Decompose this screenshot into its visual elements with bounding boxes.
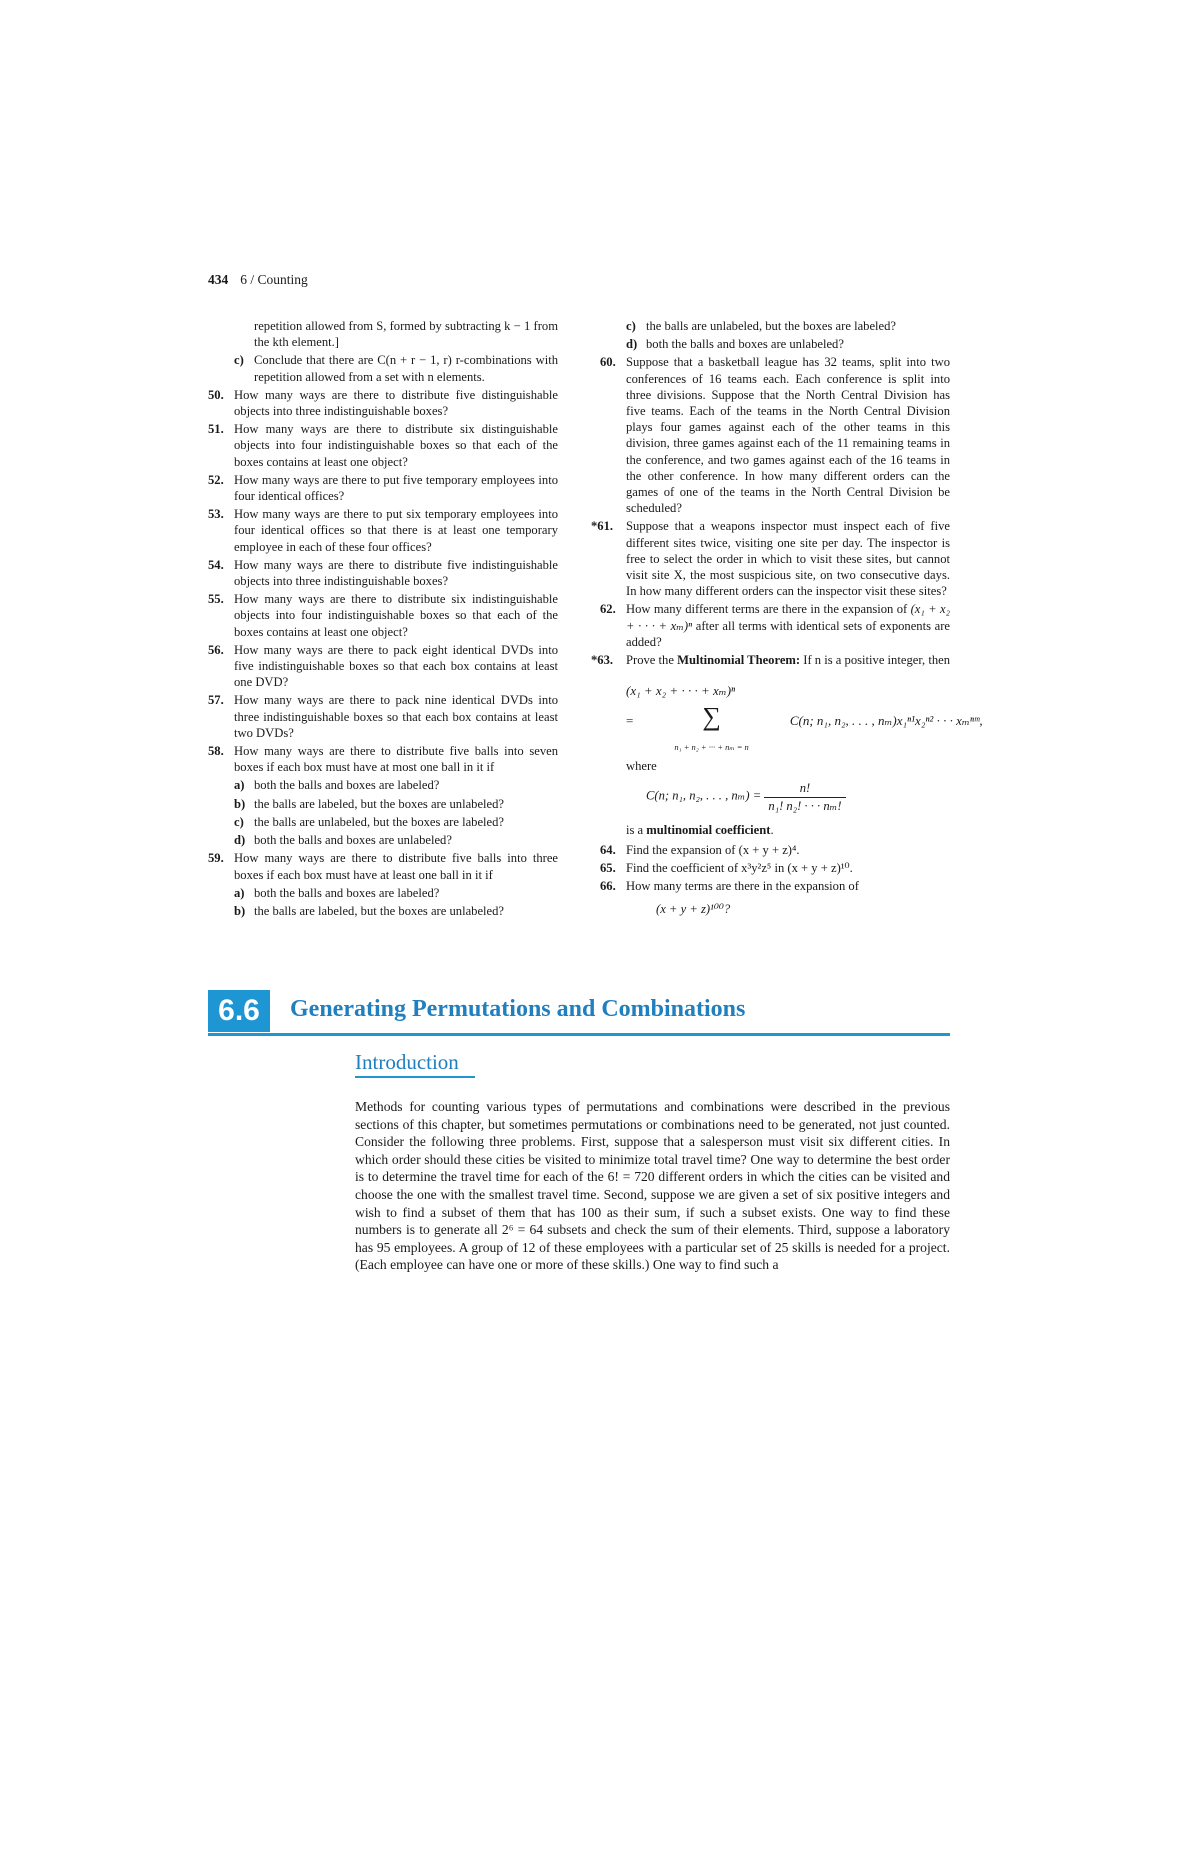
part-text: both the balls and boxes are unlabeled?: [646, 337, 844, 352]
right-column: [591, 318, 983, 917]
exercise-text: after all terms with identical sets of exponents are added?: [626, 618, 950, 649]
exercise-text: Find the expansion of (x + y + z)⁴.: [626, 843, 800, 858]
part-label: b): [234, 796, 246, 811]
part-label: d): [626, 337, 638, 352]
exercise-number: 64.: [600, 843, 616, 858]
part-label: c): [234, 353, 244, 368]
exercise-number: 66.: [600, 879, 616, 894]
exercise: [208, 743, 558, 775]
exercise-number: 52.: [208, 472, 224, 487]
exercise: [600, 601, 950, 650]
exercise-part: [208, 903, 558, 919]
exercise-text: How many different terms are there in the expansion of: [626, 602, 908, 617]
equals-sign: =: [626, 713, 634, 729]
running-head: 6 / Counting: [240, 272, 308, 287]
exercise-part: [208, 814, 558, 830]
multinomial-equation: [626, 678, 983, 753]
multinomial-note: [600, 822, 950, 838]
exercise-text: Find the coefficient of x³y²z⁵ in (x + y + z)¹⁰.: [626, 861, 853, 876]
exercise-part: [208, 796, 558, 812]
part-text: the balls are labeled, but the boxes are unlabeled?: [254, 903, 505, 918]
page-number: 434: [208, 272, 229, 287]
continuation-text: repetition allowed from S, formed by subtracting k − 1 from the kth element.]: [254, 319, 558, 350]
exercise-text: Prove the: [626, 653, 674, 668]
exercise-number: 58.: [208, 744, 224, 759]
exercise-number: *61.: [591, 519, 614, 534]
exercise-text: How many terms are there in the expansion of: [626, 879, 859, 894]
fraction: [764, 780, 845, 813]
exercise-text: How many ways are there to pack eight identical DVDs into five indistinguishable boxes so that each box contains at least one DVD?: [234, 642, 558, 690]
exercise-part: [600, 336, 950, 352]
exercise-number: 50.: [208, 387, 224, 402]
exercise: [208, 506, 558, 555]
part-text: the balls are labeled, but the boxes are unlabeled?: [254, 796, 505, 811]
left-column: [208, 318, 558, 921]
exercise-text: How many ways are there to distribute five distinguishable objects into three indistinguishable boxes?: [234, 387, 558, 419]
part-label: a): [234, 885, 245, 900]
equation-lhs: (x₁ + x₂ + · · · + xₘ)ⁿ: [626, 683, 736, 699]
where-text: where: [626, 759, 657, 774]
exercise-text: How many ways are there to distribute six indistinguishable objects into four indistinguishable boxes so that each of the boxes contains at least one object?: [234, 592, 558, 639]
exercise-number: 55.: [208, 592, 224, 607]
exercise-number: 59.: [208, 851, 224, 866]
exercise: [591, 518, 950, 599]
fraction-denominator: n₁! n₂! · · · nₘ!: [768, 798, 842, 813]
exercise-text: Suppose that a weapons inspector must inspect each of five different sites twice, visiting one site per day. The inspector is free to select the order in which to visit these sites, but cannot visit site X, the most suspicious site, on two consecutive days. In how many different orders can the inspector visit these sites?: [626, 519, 950, 599]
exercise-number: 54.: [208, 557, 224, 572]
note-text: is a: [626, 822, 644, 837]
section-number-badge: 6.6: [208, 990, 270, 1032]
subsection-title: Introduction: [355, 1050, 459, 1074]
exercise-number: 60.: [600, 355, 616, 370]
part-label: d): [234, 833, 246, 848]
part-text: both the balls and boxes are labeled?: [254, 885, 440, 900]
exercise: [208, 387, 558, 419]
exercise-number: 62.: [600, 602, 616, 617]
exercise-number: 57.: [208, 693, 224, 708]
exercise-text: How many ways are there to distribute five indistinguishable objects into three indistinguishable boxes?: [234, 557, 558, 589]
exercise-text: How many ways are there to distribute five balls into seven boxes if each box must have at most one ball in it if: [234, 744, 558, 775]
exercise-part: [208, 352, 558, 384]
exercise: [208, 472, 558, 504]
math-expression: (x₁ + x₂ + · · · + xₘ)ⁿ: [626, 602, 950, 633]
part-text: Conclude that there are C(n + r − 1, r) r-combinations with repetition allowed from a set with n elements.: [254, 353, 558, 384]
exercise: [208, 850, 558, 882]
exercise: [208, 557, 558, 589]
part-label: c): [626, 319, 636, 333]
part-text: both the balls and boxes are labeled?: [254, 778, 440, 793]
part-label: a): [234, 778, 245, 793]
exercise: [600, 354, 950, 516]
part-text: both the balls and boxes are unlabeled?: [254, 833, 452, 848]
subsection-rule: [355, 1076, 475, 1078]
page-header: [208, 272, 308, 288]
body-paragraph: Methods for counting various types of permutations and combinations were described in the previous sections of this chapter, but sometimes permutations or combinations need to be generated, not just counted. Consider the following three problems. First, suppose that a salesperson must visit six different cities. In which order should these cities be visited to minimize total travel time? One way to determine the best order is to determine the travel time for each of the 6! = 720 different orders in which the cities can be visited and choose the one with the smallest travel time. Second, suppose we are given a set of six positive integers and wish to find a subset of them that has 100 as their sum, if such a subset exists. One way to find these numbers is to generate all 2⁶ = 64 subsets and check the sum of their elements. Third, suppose a laboratory has 95 employees. A group of 12 of these employees with a particular set of 25 skills is needed for a project. (Each employee can have one or more of these skills.) One way to find such a: [355, 1099, 950, 1273]
equation-summand: C(n; n₁, n₂, . . . , nₘ)x₁ⁿ¹x₂ⁿ² · · · xₘⁿᵐ,: [789, 713, 983, 729]
part-label: c): [234, 814, 244, 829]
note-period: .: [770, 822, 774, 837]
exercise-part: [208, 885, 558, 901]
exercise-part: [208, 777, 558, 793]
section-rule: [208, 1033, 950, 1036]
coefficient-lhs: C(n; n₁, n₂, . . . , nₘ) =: [646, 789, 762, 804]
exercise-text: How many ways are there to distribute six distinguishable objects into four indistinguishable boxes so that each of the boxes contains at least one object?: [234, 422, 558, 469]
exercise-text: How many ways are there to put six temporary employees into four identical offices so that there is at least one temporary employee in each of these four offices?: [234, 507, 558, 554]
sigma-symbol: ∑: [702, 702, 721, 732]
exercise-part: [600, 318, 950, 334]
fraction-numerator: n!: [764, 780, 845, 797]
exercise-text: How many ways are there to pack nine identical DVDs into three indistinguishable boxes so that each box contains at least two DVDs?: [234, 693, 558, 740]
exercise: [591, 652, 950, 668]
exercise-number: 53.: [208, 507, 224, 522]
exercise-text: How many ways are there to put five temporary employees into four identical offices?: [234, 472, 558, 504]
part-text: the balls are unlabeled, but the boxes are labeled?: [254, 814, 505, 829]
exercise: [208, 642, 558, 691]
exercise: [600, 860, 950, 876]
section-title: Generating Permutations and Combinations: [290, 996, 746, 1022]
summation: [637, 702, 787, 753]
part-text: the balls are unlabeled, but the boxes are labeled?: [646, 319, 897, 333]
math-expression: (x + y + z)¹⁰⁰?: [656, 901, 731, 916]
exercise: [208, 421, 558, 470]
exercise-text: Suppose that a basketball league has 32 teams, split into two conferences of 16 teams each. Each conference is split into three divisions. Suppose that the North Central Division has five teams. Each of the teams in the North Central Division plays four games against each of the other teams in this division, three games against each of the 11 remaining teams in the conference, and two games against each of the 16 teams in the other conference. In how many different orders can the games of one of the teams in the North Central Division be scheduled?: [626, 355, 950, 516]
exercise: [208, 591, 558, 640]
exercise-part: [208, 832, 558, 848]
term-multinomial: multinomial coefficient: [646, 822, 771, 837]
exercise-text: How many ways are there to distribute five balls into three boxes if each box must have at least one ball in it if: [234, 851, 558, 882]
exercise: [600, 878, 950, 894]
exercise-number: 51.: [208, 422, 224, 437]
theorem-name: Multinomial Theorem:: [677, 653, 801, 668]
exercise-number: *63.: [591, 653, 614, 668]
exercise-text: If n is a positive integer, then: [803, 653, 950, 668]
coefficient-definition: [600, 780, 950, 813]
exercise: [208, 692, 558, 741]
part-label: b): [234, 903, 246, 918]
exercise-number: 56.: [208, 642, 224, 657]
sum-limits: n₁ + n₂ + ··· + nₘ = n: [674, 742, 749, 753]
exercise-number: 65.: [600, 861, 616, 876]
exercise: [600, 842, 950, 858]
